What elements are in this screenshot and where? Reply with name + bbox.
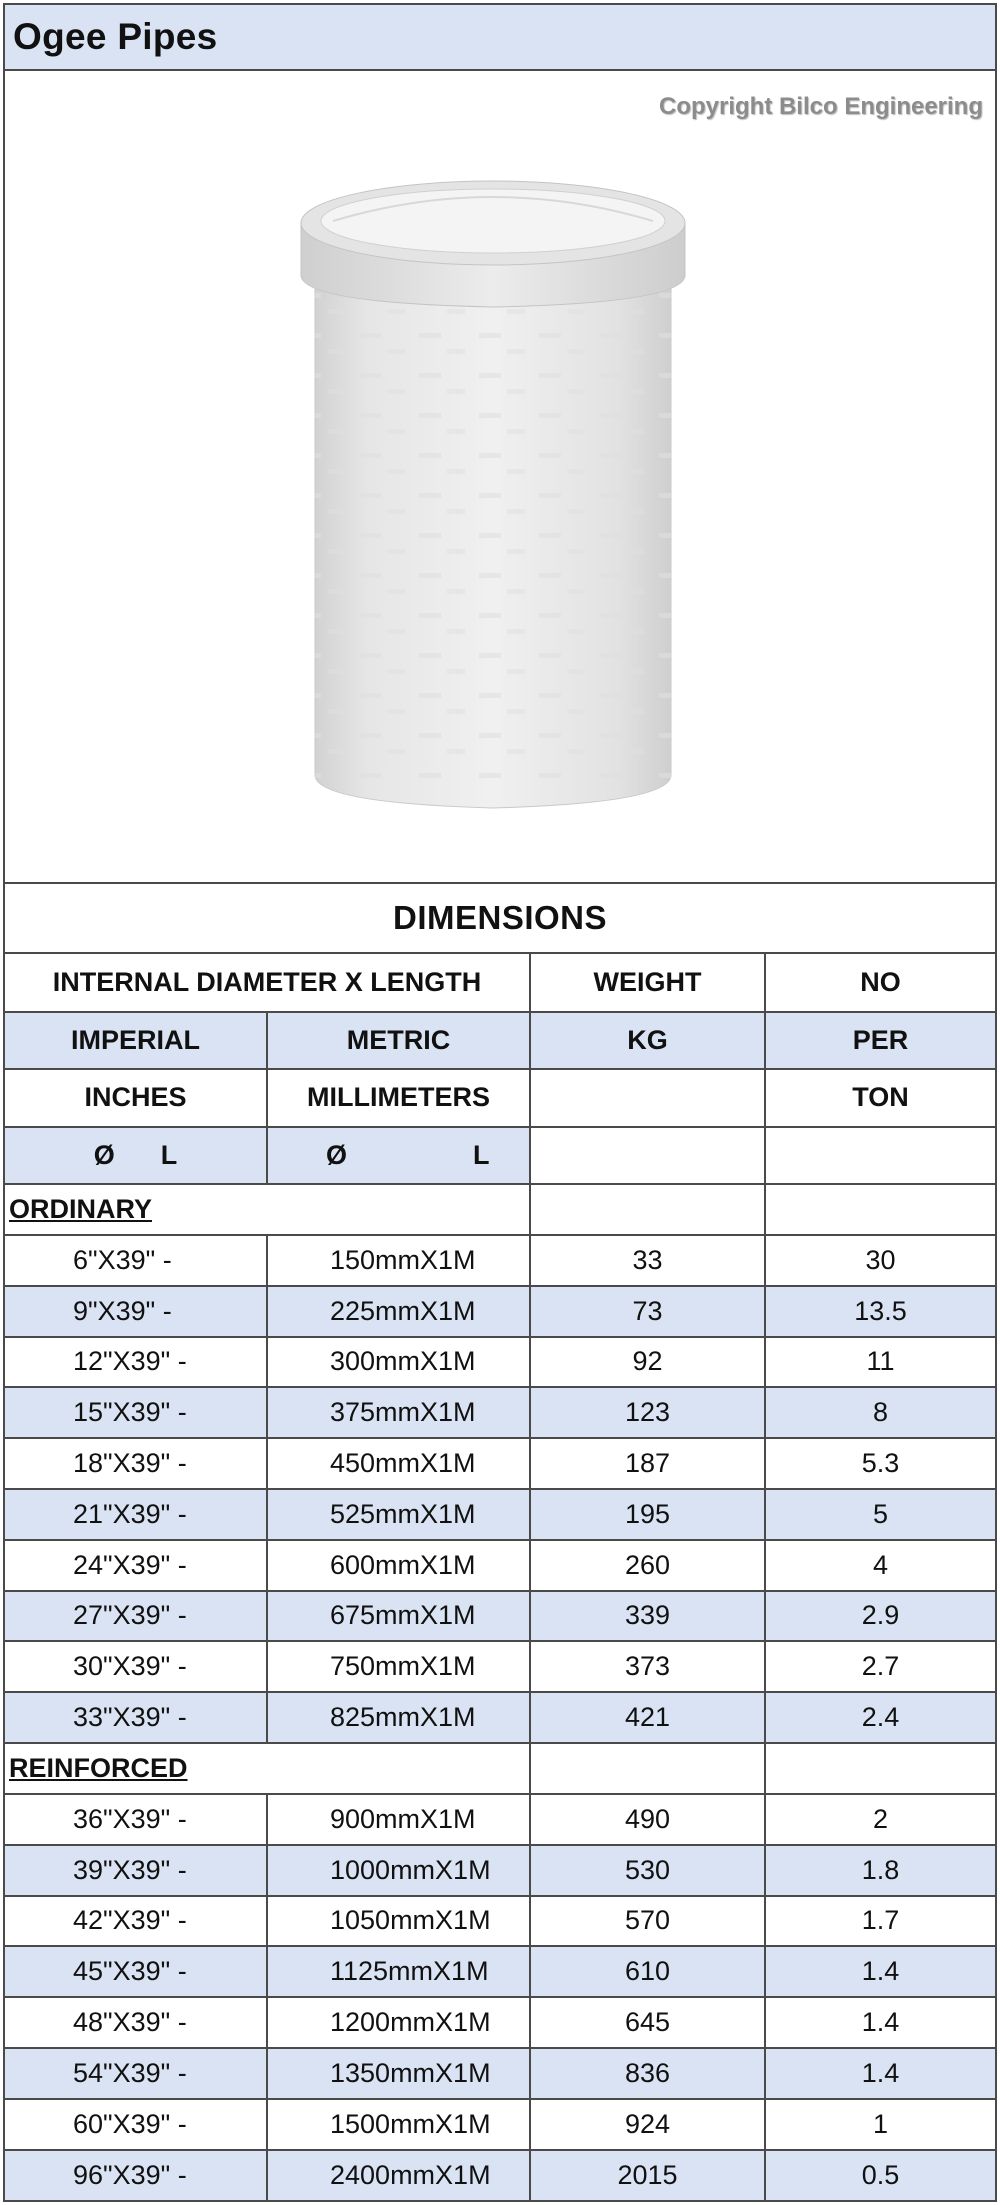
cell-imperial: 21"X39" -	[5, 1489, 267, 1540]
cell-number-per-ton: 2.4	[765, 1692, 995, 1743]
table-row	[5, 1540, 995, 1591]
cell-number-per-ton: 2	[765, 1794, 995, 1845]
cell-metric: 525mmX1M	[267, 1489, 530, 1540]
table-row	[5, 1286, 995, 1337]
header-no: NO	[765, 954, 995, 1012]
cell-number-per-ton: 2.9	[765, 1591, 995, 1642]
cell-weight-kg: 2015	[530, 2150, 765, 2201]
cell-imperial: 48"X39" -	[5, 1997, 267, 2048]
section-label-reinforced: REINFORCED	[5, 1743, 530, 1794]
cell-imperial: 33"X39" -	[5, 1692, 267, 1743]
cell-imperial: 9"X39" -	[5, 1286, 267, 1337]
table-row	[5, 1438, 995, 1489]
cell-metric: 150mmX1M	[267, 1235, 530, 1286]
title-bar	[5, 5, 995, 71]
table-row	[5, 1489, 995, 1540]
section-empty	[765, 1184, 995, 1235]
table-row	[5, 1641, 995, 1692]
dimensions-table	[5, 954, 995, 2200]
cell-imperial: 45"X39" -	[5, 1946, 267, 1997]
table-row	[5, 1946, 995, 1997]
section-label-ordinary: ORDINARY	[5, 1184, 530, 1235]
cell-metric: 300mmX1M	[267, 1337, 530, 1388]
cell-metric: 225mmX1M	[267, 1286, 530, 1337]
cell-weight-kg: 836	[530, 2048, 765, 2099]
header-metric-symbols	[267, 1127, 530, 1185]
header-empty	[530, 1127, 765, 1185]
cell-imperial: 6"X39" -	[5, 1235, 267, 1286]
cell-number-per-ton: 1.8	[765, 1845, 995, 1896]
cell-number-per-ton: 1.7	[765, 1896, 995, 1947]
cell-weight-kg: 645	[530, 1997, 765, 2048]
diameter-symbol: Ø	[93, 1139, 115, 1170]
table-row	[5, 1692, 995, 1743]
table-row	[5, 1387, 995, 1438]
cell-metric: 825mmX1M	[267, 1692, 530, 1743]
section-empty	[530, 1184, 765, 1235]
cell-weight-kg: 490	[530, 1794, 765, 1845]
cell-imperial: 36"X39" -	[5, 1794, 267, 1845]
cell-imperial: 15"X39" -	[5, 1387, 267, 1438]
cell-weight-kg: 92	[530, 1337, 765, 1388]
cell-number-per-ton: 0.5	[765, 2150, 995, 2201]
cell-imperial: 27"X39" -	[5, 1591, 267, 1642]
cell-weight-kg: 421	[530, 1692, 765, 1743]
table-row	[5, 2048, 995, 2099]
header-row-4	[5, 1127, 995, 1185]
cell-imperial: 96"X39" -	[5, 2150, 267, 2201]
cell-imperial: 18"X39" -	[5, 1438, 267, 1489]
table-row	[5, 1794, 995, 1845]
cell-weight-kg: 339	[530, 1591, 765, 1642]
cell-weight-kg: 73	[530, 1286, 765, 1337]
section-row-reinforced	[5, 1743, 995, 1794]
product-image-area	[5, 71, 995, 884]
table-row	[5, 1997, 995, 2048]
copyright-watermark: Copyright Bilco Engineering	[658, 93, 983, 120]
header-imperial-symbols	[5, 1127, 267, 1185]
cell-metric: 1200mmX1M	[267, 1997, 530, 2048]
page-title: Ogee Pipes	[13, 16, 218, 57]
cell-weight-kg: 260	[530, 1540, 765, 1591]
header-empty	[530, 1069, 765, 1127]
section-empty	[530, 1743, 765, 1794]
header-row-3	[5, 1069, 995, 1127]
cell-number-per-ton: 11	[765, 1337, 995, 1388]
cell-number-per-ton: 1.4	[765, 1946, 995, 1997]
cell-number-per-ton: 30	[765, 1235, 995, 1286]
cell-weight-kg: 570	[530, 1896, 765, 1947]
cell-number-per-ton: 5.3	[765, 1438, 995, 1489]
cell-number-per-ton: 8	[765, 1387, 995, 1438]
header-imperial: IMPERIAL	[5, 1012, 267, 1070]
header-weight: WEIGHT	[530, 954, 765, 1012]
dimensions-heading	[5, 884, 995, 954]
length-symbol: L	[160, 1139, 178, 1170]
header-row-2	[5, 1012, 995, 1070]
length-symbol: L	[473, 1139, 490, 1170]
header-inches: INCHES	[5, 1069, 267, 1127]
table-row	[5, 1235, 995, 1286]
header-row-1	[5, 954, 995, 1012]
cell-imperial: 12"X39" -	[5, 1337, 267, 1388]
cell-metric: 1000mmX1M	[267, 1845, 530, 1896]
cell-weight-kg: 195	[530, 1489, 765, 1540]
header-metric: METRIC	[267, 1012, 530, 1070]
table-row	[5, 1896, 995, 1947]
cell-imperial: 30"X39" -	[5, 1641, 267, 1692]
cell-metric: 2400mmX1M	[267, 2150, 530, 2201]
cell-imperial: 42"X39" -	[5, 1896, 267, 1947]
cell-metric: 375mmX1M	[267, 1387, 530, 1438]
cell-weight-kg: 33	[530, 1235, 765, 1286]
cell-imperial: 60"X39" -	[5, 2099, 267, 2150]
cell-imperial: 39"X39" -	[5, 1845, 267, 1896]
cell-weight-kg: 187	[530, 1438, 765, 1489]
cell-number-per-ton: 1.4	[765, 1997, 995, 2048]
cell-number-per-ton: 13.5	[765, 1286, 995, 1337]
table-row	[5, 2099, 995, 2150]
cell-metric: 900mmX1M	[267, 1794, 530, 1845]
table-row	[5, 2150, 995, 2201]
cell-metric: 675mmX1M	[267, 1591, 530, 1642]
section-empty	[765, 1743, 995, 1794]
cell-weight-kg: 123	[530, 1387, 765, 1438]
cell-metric: 750mmX1M	[267, 1641, 530, 1692]
cell-imperial: 54"X39" -	[5, 2048, 267, 2099]
header-kg: KG	[530, 1012, 765, 1070]
section-row-ordinary	[5, 1184, 995, 1235]
table-row	[5, 1591, 995, 1642]
cell-number-per-ton: 4	[765, 1540, 995, 1591]
cell-weight-kg: 610	[530, 1946, 765, 1997]
cell-metric: 1500mmX1M	[267, 2099, 530, 2150]
cell-metric: 1050mmX1M	[267, 1896, 530, 1947]
header-ton: TON	[765, 1069, 995, 1127]
cell-weight-kg: 530	[530, 1845, 765, 1896]
cell-number-per-ton: 1.4	[765, 2048, 995, 2099]
table-row	[5, 1337, 995, 1388]
header-millimeters: MILLIMETERS	[267, 1069, 530, 1127]
cell-metric: 600mmX1M	[267, 1540, 530, 1591]
header-empty	[765, 1127, 995, 1185]
cell-metric: 450mmX1M	[267, 1438, 530, 1489]
ogee-pipe-illustration	[293, 163, 713, 853]
dimensions-title: DIMENSIONS	[392, 899, 608, 936]
diameter-symbol: Ø	[326, 1139, 348, 1170]
cell-metric: 1350mmX1M	[267, 2048, 530, 2099]
cell-imperial: 24"X39" -	[5, 1540, 267, 1591]
header-per: PER	[765, 1012, 995, 1070]
cell-number-per-ton: 1	[765, 2099, 995, 2150]
table-row	[5, 1845, 995, 1896]
cell-weight-kg: 924	[530, 2099, 765, 2150]
cell-metric: 1125mmX1M	[267, 1946, 530, 1997]
cell-weight-kg: 373	[530, 1641, 765, 1692]
cell-number-per-ton: 2.7	[765, 1641, 995, 1692]
header-internal-diameter-length: INTERNAL DIAMETER X LENGTH	[5, 954, 530, 1012]
cell-number-per-ton: 5	[765, 1489, 995, 1540]
spec-sheet	[3, 3, 997, 2202]
